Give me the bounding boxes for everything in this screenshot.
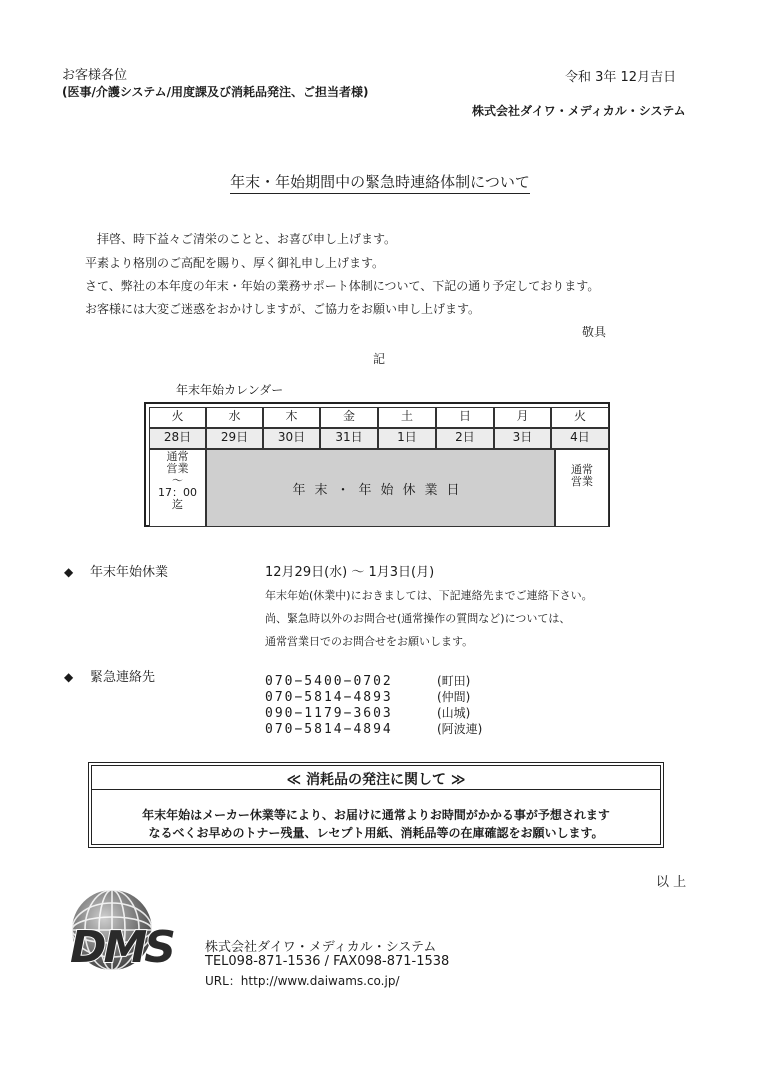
calendar-grid: [149, 407, 605, 522]
holiday-note-1: 年末年始(休業中)におきましては、下記連絡先までご連絡下さい。: [265, 589, 593, 602]
supplies-notice-box: [88, 762, 664, 848]
closing-keigu: 敬具: [582, 325, 607, 339]
notice-line-2: なるべくお早めのトナー残量、レセプト用紙、消耗品等の在庫確認をお願いします。: [148, 826, 604, 840]
issue-date: 令和 3年 12月吉日: [565, 70, 677, 85]
calendar-day-name: 金: [320, 407, 378, 428]
calendar-day-name: 日: [436, 407, 494, 428]
contact-phone[interactable]: 070−5814−4894: [265, 722, 393, 737]
contact-row: [265, 702, 482, 721]
ki-mark: 記: [373, 352, 386, 366]
calendar-day-name: 水: [206, 407, 263, 428]
calendar-caption: 年末年始カレンダー: [176, 383, 284, 397]
holiday-label: 年末年始休業: [90, 565, 169, 580]
calendar-day-date: 29日: [206, 428, 263, 449]
last-day-note-line: 通常: [571, 463, 593, 476]
contact-phone[interactable]: 070−5400−0702: [265, 674, 393, 689]
contact-row: [265, 670, 482, 689]
calendar-day-name: 木: [263, 407, 320, 428]
body-line-3: さて、弊社の本年度の年末・年始の業務サポート体制について、下記の通り予定しております。: [85, 279, 600, 293]
recipient-line-1: お客様各位: [62, 68, 128, 83]
sender-company: 株式会社ダイワ・メディカル・システム: [472, 104, 686, 118]
footer-company: 株式会社ダイワ・メディカル・システム: [205, 940, 437, 955]
holiday-calendar: [144, 402, 610, 527]
contact-list: [265, 670, 483, 737]
bullet-icon: ◆: [64, 670, 74, 684]
title-wrap: [0, 171, 760, 192]
end-mark: 以 上: [656, 875, 687, 890]
first-day-note-line: 迄: [172, 498, 183, 511]
first-day-note: [149, 449, 206, 527]
holiday-period: 12月29日(水) ～ 1月3日(月): [265, 565, 435, 580]
contact-phone[interactable]: 090−1179−3603: [265, 706, 393, 721]
recipient-line-2: (医事/介護システム/用度課及び消耗品発注、ご担当者様): [62, 85, 369, 99]
body-line-4: お客様には大変ご迷惑をおかけしますが、ご協力をお願い申し上げます。: [85, 302, 481, 316]
calendar-day-date: 2日: [436, 428, 494, 449]
contact-row: [265, 686, 482, 705]
holiday-note-2: 尚、緊急時以外のお問合せ(通常操作の質問など)については、: [265, 612, 571, 625]
first-day-note-line: ～: [172, 474, 183, 487]
footer-tel-fax: TEL098-871-1536 / FAX098-871-1538: [205, 954, 450, 969]
contact-phone[interactable]: 070−5814−4893: [265, 690, 393, 705]
contact-label: 緊急連絡先: [90, 670, 156, 685]
notice-title: ≪ 消耗品の発注に関して ≫: [286, 772, 466, 788]
last-day-note-line: 営業: [571, 475, 593, 488]
first-day-note-line: 営業: [166, 462, 189, 475]
holiday-note-3: 通常営業日でのお問合せをお願いします。: [265, 635, 474, 648]
company-logo: [62, 888, 202, 978]
last-day-note: [555, 449, 609, 527]
notice-line-1: 年末年始はメーカー休業等により、お届けに通常よりお時間がかかる事が予想されます: [142, 808, 610, 822]
calendar-day-date: 1日: [378, 428, 436, 449]
page-title: 年末・年始期間中の緊急時連絡体制について: [230, 173, 530, 194]
calendar-day-date: 4日: [551, 428, 609, 449]
body-line-1: 拝啓、時下益々ご清栄のことと、お喜び申し上げます。: [97, 232, 397, 246]
first-day-note-line: 17：00: [158, 486, 197, 499]
calendar-day-date: 31日: [320, 428, 378, 449]
logo-text: DMS: [70, 922, 173, 973]
calendar-day-date: 28日: [149, 428, 206, 449]
body-line-2: 平素より格別のご高配を賜り、厚く御礼申し上げます。: [85, 256, 385, 270]
contact-name: (阿波連): [437, 722, 483, 736]
calendar-day-name: 火: [149, 407, 206, 428]
contact-row: [265, 718, 483, 737]
footer-url[interactable]: URL：http://www.daiwams.co.jp/: [205, 974, 400, 988]
calendar-day-date: 30日: [263, 428, 320, 449]
calendar-day-name: 火: [551, 407, 609, 428]
contact-name: (町田): [437, 674, 471, 688]
calendar-day-name: 月: [494, 407, 551, 428]
calendar-day-date: 3日: [494, 428, 551, 449]
contact-name: (山城): [437, 706, 471, 720]
contact-name: (仲間): [437, 690, 471, 704]
bullet-icon: ◆: [64, 565, 74, 579]
notice-divider: [91, 789, 661, 790]
first-day-note-line: 通常: [166, 450, 189, 463]
holiday-label: 年末・年始休業日: [292, 482, 469, 498]
calendar-day-name: 土: [378, 407, 436, 428]
holiday-block: [206, 449, 555, 527]
